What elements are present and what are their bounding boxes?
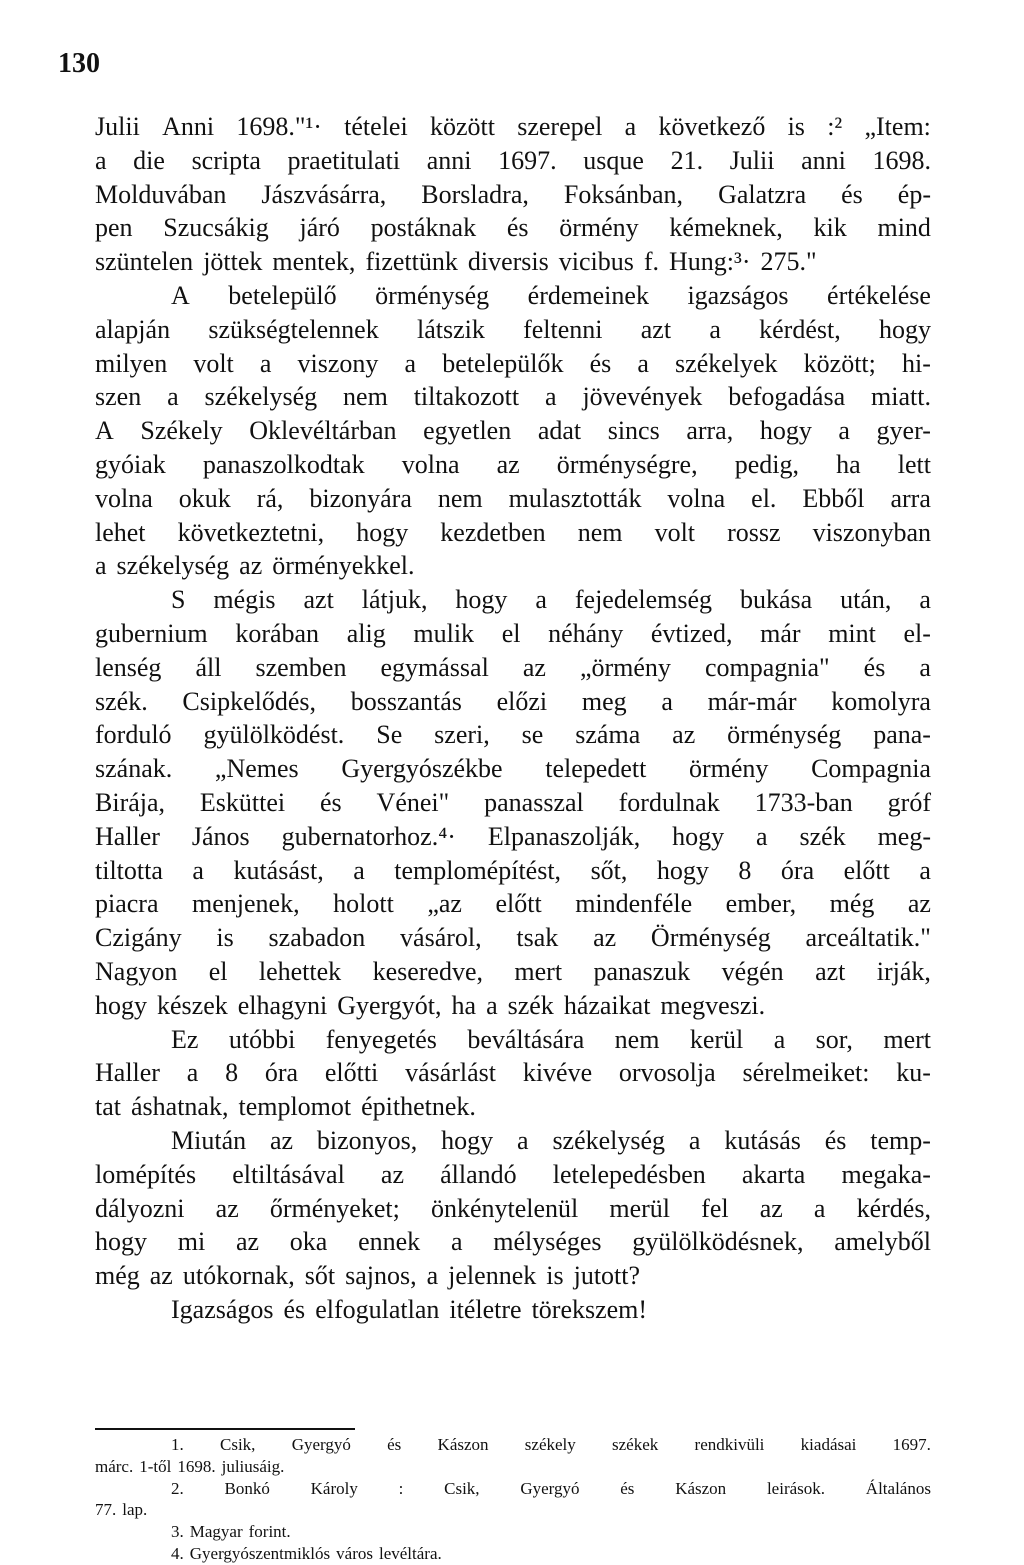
text-line: szen a székelység nem tiltakozott a jövevények befogadása miatt.: [95, 382, 931, 412]
text-line: gyóiak panaszolkodtak volna az örménységre, pedig, ha lett: [95, 449, 931, 479]
body-text: [95, 110, 931, 1327]
text-line: szüntelen jöttek mentek, fizettünk diversis vicibus f. Hung:³· 275.": [95, 247, 817, 277]
text-line: tat áshatnak, templomot épithetnek.: [95, 1092, 476, 1122]
text-line: Nagyon el lehettek keseredve, mert panaszuk végén azt irják,: [95, 956, 931, 986]
text-line: dályozni az őrményeket; önkénytelenül merül fel az a kérdés,: [95, 1193, 931, 1223]
footnote-line: 3. Magyar forint.: [171, 1522, 291, 1542]
text-line: Molduvában Jászvásárra, Borsladra, Foksánban, Galatzra és ép-: [95, 179, 931, 209]
text-line: gubernium korában alig mulik el néhány évtized, már mint el-: [95, 618, 931, 648]
text-line: szék. Csipkelődés, bosszantás előzi meg a már-már komolyra: [95, 686, 931, 716]
footnote-line: 77. lap.: [95, 1500, 148, 1520]
text-line: piacra menjenek, holott „az előtt mindenféle ember, még az: [95, 889, 931, 919]
text-line: pen Szucsákig járó postáknak és örmény kémeknek, kik mind: [95, 213, 931, 243]
footnote-line: 4. Gyergyószentmiklós város levéltára.: [171, 1543, 442, 1563]
text-line: még az utókornak, sőt sajnos, a jelennek is jutott?: [95, 1261, 641, 1291]
footnotes: [95, 1434, 931, 1565]
text-line: Ez utóbbi fenyegetés beváltására nem kerül a sor, mert: [171, 1024, 931, 1054]
text-line: a székelység az örményekkel.: [95, 551, 415, 581]
text-line: Haller János gubernatorhoz.⁴· Elpanaszolják, hogy a szék meg-: [95, 821, 931, 851]
text-line: A Székely Oklevéltárban egyetlen adat sincs arra, hogy a gyer-: [95, 416, 931, 446]
footnote-line: 2. Bonkó Károly : Csik, Gyergyó és Kászon leirások. Általános: [171, 1478, 931, 1498]
text-line: Haller a 8 óra előtti vásárlást kivéve orvosolja sérelmeiket: ku-: [95, 1058, 931, 1088]
text-line: hogy készek elhagyni Gyergyót, ha a szék házaikat megveszi.: [95, 990, 766, 1020]
text-line: tiltotta a kutásást, a templomépítést, sőt, hogy 8 óra előtt a: [95, 855, 931, 885]
text-line: Birája, Esküttei és Vénei" panasszal fordulnak 1733-ban gróf: [95, 787, 931, 817]
text-line: Czigány is szabadon vásárol, tsak az Örménység arceáltatik.": [95, 923, 931, 953]
text-line: Julii Anni 1698."¹· tételei között szerepel a következő is :² „Item:: [95, 112, 931, 141]
text-line: hogy mi az oka ennek a mélységes gyülölködésnek, amelyből: [95, 1227, 931, 1257]
text-line: forduló gyülölködést. Se szeri, se száma az örménység pana-: [95, 720, 931, 750]
text-line: milyen volt a viszony a betelepülők és a székelyek között; hi-: [95, 348, 931, 378]
footnote-line: márc. 1-től 1698. juliusáig.: [95, 1456, 285, 1476]
text-line: a die scripta praetitulati anni 1697. usque 21. Julii anni 1698.: [95, 145, 931, 175]
text-line: lehet következtetni, hogy kezdetben nem volt rossz viszonyban: [95, 517, 931, 547]
text-line: lenség áll szemben egymással az „örmény compagnia" és a: [95, 652, 931, 682]
footnote-line: 1. Csik, Gyergyó és Kászon székely székek rendkivüli kiadásai 1697.: [171, 1435, 931, 1454]
text-line: lomépítés eltiltásával az állandó letelepedésben akarta megaka-: [95, 1159, 931, 1189]
text-line: Miután az bizonyos, hogy a székelység a kutásás és temp-: [171, 1125, 931, 1155]
text-line: volna okuk rá, bizonyára nem mulasztották volna el. Ebből arra: [95, 483, 931, 513]
page-number: 130: [58, 48, 100, 79]
text-line: alapján szükségtelennek látszik feltenni azt a kérdést, hogy: [95, 314, 931, 344]
text-line: szának. „Nemes Gyergyószékbe telepedett örmény Compagnia: [95, 754, 931, 784]
text-line: A betelepülő örménység érdemeinek igazságos értékelése: [171, 280, 931, 310]
text-line: S mégis azt látjuk, hogy a fejedelemség bukása után, a: [171, 585, 931, 615]
text-line: Igazságos és elfogulatlan itéletre törekszem!: [171, 1294, 648, 1324]
footnote-divider: [95, 1428, 355, 1430]
